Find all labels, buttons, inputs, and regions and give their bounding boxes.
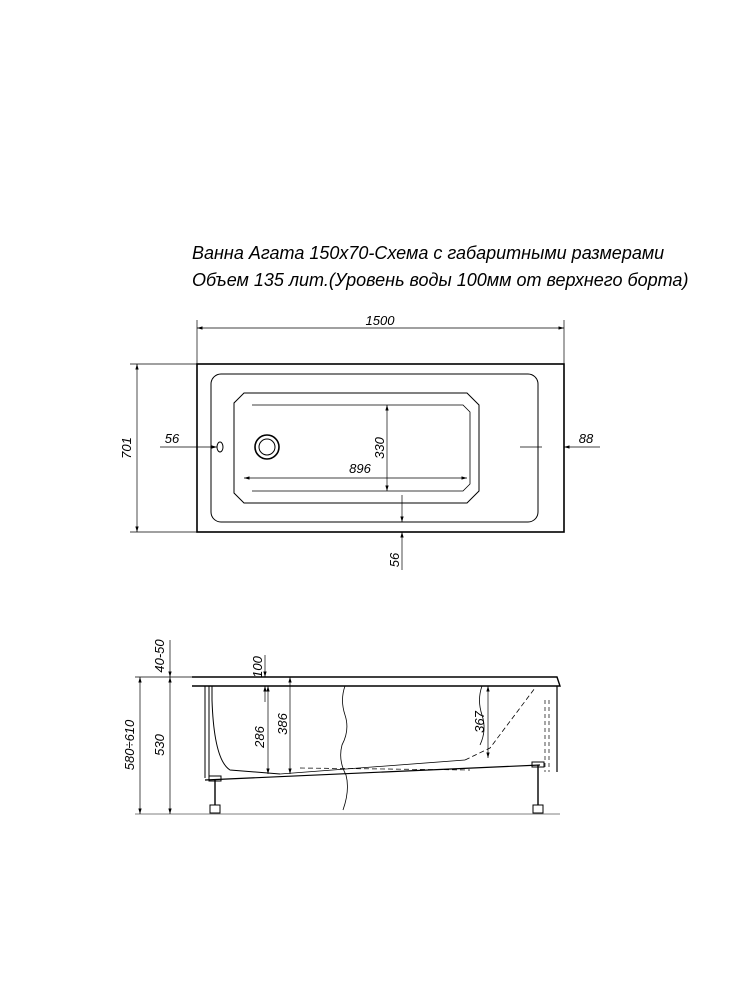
right-foot — [533, 805, 543, 813]
side-rim — [192, 677, 560, 686]
front-offset-label: 56 — [387, 552, 402, 568]
overall-width-label: 701 — [119, 437, 134, 459]
title-line-2: Объем 135 лит.(Уровень воды 100мм от верхнего борта) — [192, 270, 689, 290]
top-view — [119, 313, 600, 570]
depth-deep-label: 367 — [472, 711, 487, 733]
overflow-hole — [217, 442, 223, 452]
right-offset-label: 88 — [578, 431, 594, 446]
overall-length-label: 1500 — [365, 313, 395, 328]
basin-outline — [234, 393, 479, 503]
water-level-label: 100 — [250, 656, 265, 678]
depth-mid-label: 386 — [275, 713, 290, 735]
title-line-1: Ванна Агата 150х70-Схема с габаритными размерами — [192, 243, 665, 263]
drain-inner — [259, 439, 275, 455]
side-left-wall — [212, 686, 280, 774]
total-height-label: 580÷610 — [122, 719, 137, 771]
inner-width-label: 330 — [372, 437, 387, 459]
side-view — [122, 639, 560, 814]
leg-adjust-label: 40-50 — [152, 639, 167, 673]
break-line-left — [341, 686, 348, 810]
inner-length-label: 896 — [349, 461, 371, 476]
overflow-offset-label: 56 — [164, 431, 180, 446]
depth-shallow-label: 286 — [252, 726, 267, 748]
body-height-label: 530 — [152, 734, 167, 756]
left-foot — [210, 805, 220, 813]
